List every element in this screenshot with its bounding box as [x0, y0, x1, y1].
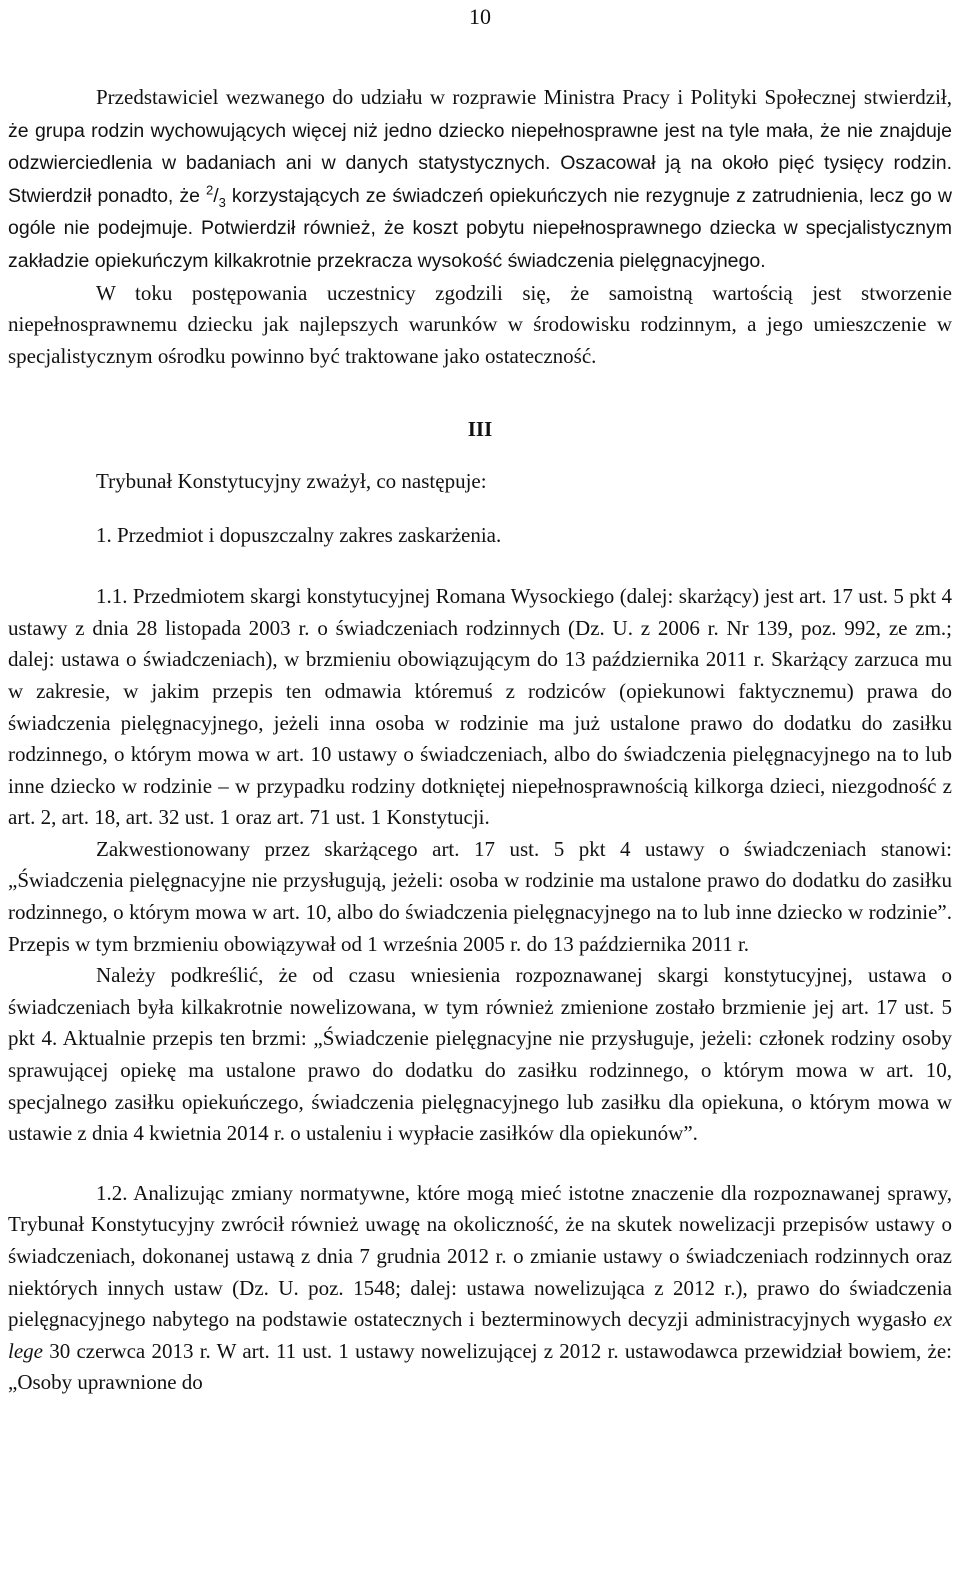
paragraph-text: Przedstawiciel wezwanego do udziału w rozprawie Ministra Pracy i Polityki Społecznej stwierdził, — [96, 85, 952, 109]
page-number: 10 — [469, 4, 491, 29]
paragraph-text: że grupa rodzin wychowujących więcej niż jedno dziecko niepełnosprawne jest na tyle mała, że nie znajduje odzwierciedlenia w badaniach ani w danych statystycznych. Oszacował ją na około pięć tysięcy rodzin. Stwierdził ponadto, że — [8, 119, 952, 207]
point-heading: 1. Przedmiot i dopuszczalny zakres zaskarżenia. — [96, 522, 502, 547]
section-intro: Trybunał Konstytucyjny zważył, co następuje: — [96, 468, 487, 493]
latin-term: ex lege — [8, 1307, 952, 1363]
fraction-denominator: 3 — [218, 194, 226, 210]
section-numeral: III — [467, 417, 493, 442]
document-body — [8, 82, 952, 1399]
fraction: $^2/_3$ — [205, 182, 226, 210]
paragraph-text: 1.2. Analizując zmiany normatywne, które mogą mieć istotne znaczenie dla rozpoznawanej sprawy, Trybunał Konstytucyjny zwrócił również uwagę na okoliczność, że na skutek nowelizacji przepisów ustawy o świadczeniach, dokonanej ustawą z dnia 7 grudnia 2012 r. o zmianie ustawy o świadczeniach rodzinnych oraz niektórych innych ustaw (Dz. U. poz. 1548; dalej: ustawa nowelizująca z 2012 r.), prawo do świadczenia pielęgnacyjnego nabytego na podstawie ostatecznych i bezterminowych decyzji administracyjnych wygasło — [8, 1180, 952, 1332]
paragraph-text: korzystających ze świadczeń opiekuńczych nie rezygnuje z zatrudnienia, lecz go w ogóle nie podejmuje. Potwierdził również, że koszt pobytu niepełnosprawnego dziecka w specjalistycznym zakładzie opiekuńczym kilkakrotnie przekracza wysokość świadczenia pielęgnacyjnego. — [8, 184, 952, 272]
paragraph-representative-statement — [8, 82, 952, 278]
paragraph-1-2 — [8, 1178, 952, 1399]
paragraph-1-1: 1.1. Przedmiotem skargi konstytucyjnej Romana Wysockiego (dalej: skarżący) jest art. 17 ust. 5 pkt 4 ustawy z dnia 28 listopada 2003 r. o świadczeniach rodzinnych (Dz. U. z 2006 r. Nr 139, poz. 992, ze zm.; dalej: ustawa o świadczeniach), w brzmieniu obowiązującym do 13 października 2011 r. Skarżący zarzuca mu w zakresie, w jakim przepis ten odmawia któremuś z rodziców (opiekunowi faktycznemu) prawa do świadczenia pielęgnacyjnego, jeżeli inna osoba w rodzinie ma już ustalone prawo do dodatku do zasiłku rodzinnego, o którym mowa w art. 10 ustawy o świadczeniach, albo do świadczenia pielęgnacyjnego na to lub inne dziecko w rodzinie – w przypadku rodziny dotkniętej niepełnosprawnością kilkorga dzieci, niezgodność z art. 2, art. 18, art. 32 ust. 1 oraz art. 71 ust. 1 Konstytucji. — [8, 584, 952, 830]
fraction-numerator: 2 — [205, 182, 214, 198]
paragraph-text-sans — [8, 120, 952, 272]
paragraph-participants: W toku postępowania uczestnicy zgodzili się, że samoistną wartością jest stworzenie niepełnosprawnemu dziecku jak najlepszych warunków w środowisku rodzinnym, a jego umieszczenie w specjalistycznym ośrodku powinno być traktowane jako ostateczność. — [8, 280, 952, 368]
paragraph-text: 30 czerwca 2013 r. W art. 11 ust. 1 ustawy nowelizującej z 2012 r. ustawodawca przewidział bowiem, że: „Osoby uprawnione do — [8, 1338, 952, 1395]
paragraph-note: Należy podkreślić, że od czasu wniesienia rozpoznawanej skargi konstytucyjnej, ustawa o świadczeniach była kilkakrotnie nowelizowana, w tym również zmienione zostało brzmienie jej art. 17 ust. 5 pkt 4. Aktualnie przepis ten brzmi: „Świadczenie pielęgnacyjne nie przysługuje, jeżeli: członek rodziny osoby sprawującej opiekę ma ustalone prawo do dodatku do zasiłku rodzinnego, o którym mowa w art. 10, specjalnego zasiłku opiekuńczego, świadczenia pielęgnacyjnego lub zasiłku dla opiekuna, o którym mowa w ustawie z dnia 4 kwietnia 2014 r. o ustaleniu i wypłacie zasiłków dla opiekunów”. — [8, 963, 952, 1146]
paragraph-challenged-provision: Zakwestionowany przez skarżącego art. 17 ust. 5 pkt 4 ustawy o świadczeniach stanowi: „Świadczenia pielęgnacyjne nie przysługują, jeżeli: osoba w rodzinie ma ustalone prawo do dodatku do zasiłku rodzinnego, o którym mowa w art. 10, albo do świadczenia pielęgnacyjnego na to lub inne dziecko w rodzinie”. Przepis w tym brzmieniu obowiązywał od 1 września 2005 r. do 13 października 2011 r. — [8, 836, 952, 956]
